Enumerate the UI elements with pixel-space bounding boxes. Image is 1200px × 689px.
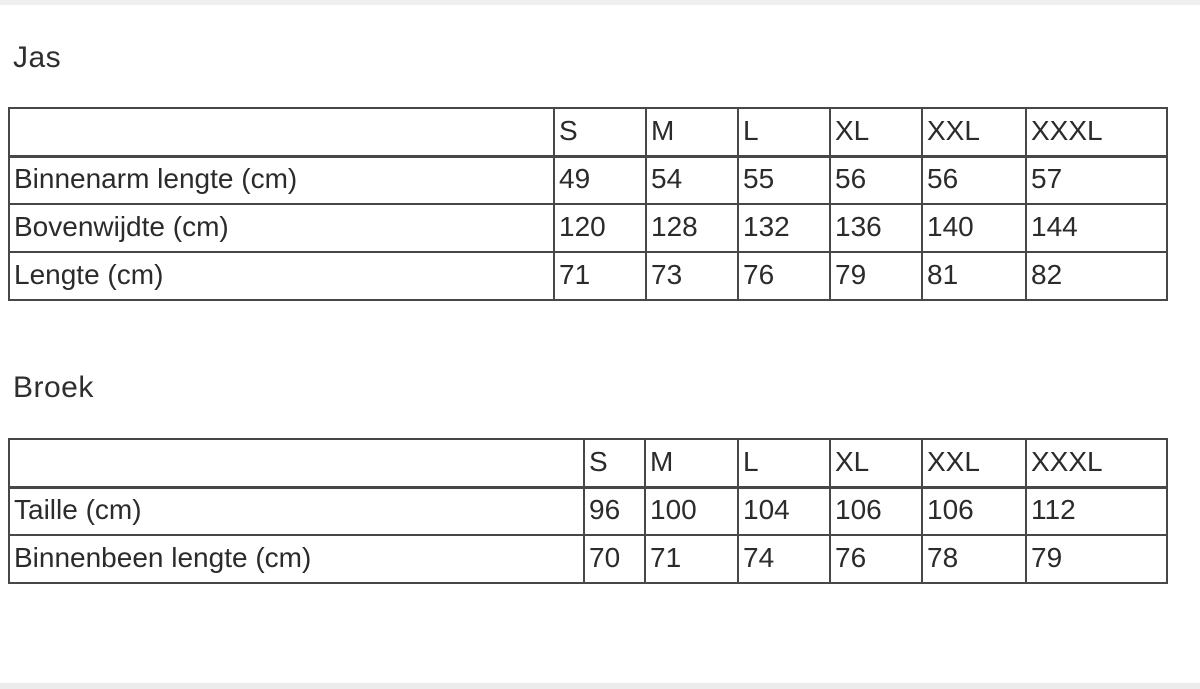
- value-cell: 55: [738, 156, 830, 204]
- size-header-cell: L: [738, 439, 830, 487]
- row-label-cell: Bovenwijdte (cm): [9, 204, 554, 252]
- value-cell: 57: [1026, 156, 1167, 204]
- value-cell: 82: [1026, 252, 1167, 300]
- size-header-cell: S: [584, 439, 645, 487]
- value-cell: 79: [830, 252, 922, 300]
- size-header-cell: M: [646, 108, 738, 156]
- size-header-cell: XXL: [922, 108, 1026, 156]
- broek-section-title: Broek: [13, 371, 94, 404]
- jas-size-table: [8, 107, 1168, 301]
- size-header-cell: XXXL: [1026, 439, 1167, 487]
- table-row: [9, 535, 1167, 583]
- value-cell: 79: [1026, 535, 1167, 583]
- value-cell: 54: [646, 156, 738, 204]
- size-header-cell: S: [554, 108, 646, 156]
- value-cell: 144: [1026, 204, 1167, 252]
- value-cell: 76: [830, 535, 922, 583]
- value-cell: 104: [738, 487, 830, 535]
- value-cell: 120: [554, 204, 646, 252]
- size-header-cell: XXXL: [1026, 108, 1167, 156]
- table-row: [9, 156, 1167, 204]
- value-cell: 56: [830, 156, 922, 204]
- row-label-cell: Lengte (cm): [9, 252, 554, 300]
- value-cell: 106: [922, 487, 1026, 535]
- value-cell: 100: [645, 487, 738, 535]
- value-cell: 49: [554, 156, 646, 204]
- value-cell: 96: [584, 487, 645, 535]
- top-edge-strip: [0, 0, 1200, 5]
- row-label-cell: Taille (cm): [9, 487, 584, 535]
- table-header-row: [9, 108, 1167, 156]
- table-row: [9, 487, 1167, 535]
- bottom-edge-strip: [0, 683, 1200, 689]
- value-cell: 78: [922, 535, 1026, 583]
- value-cell: 73: [646, 252, 738, 300]
- jas-section-title: Jas: [13, 41, 62, 74]
- value-cell: 140: [922, 204, 1026, 252]
- value-cell: 70: [584, 535, 645, 583]
- broek-size-table: [8, 438, 1168, 584]
- table-row: [9, 252, 1167, 300]
- value-cell: 71: [645, 535, 738, 583]
- table-header-row: [9, 439, 1167, 487]
- size-header-cell: XXL: [922, 439, 1026, 487]
- value-cell: 128: [646, 204, 738, 252]
- size-header-cell: XL: [830, 439, 922, 487]
- size-header-cell: XL: [830, 108, 922, 156]
- corner-cell-empty: [9, 439, 584, 487]
- row-label-cell: Binnenarm lengte (cm): [9, 156, 554, 204]
- table-row: [9, 204, 1167, 252]
- value-cell: 106: [830, 487, 922, 535]
- value-cell: 74: [738, 535, 830, 583]
- value-cell: 136: [830, 204, 922, 252]
- value-cell: 81: [922, 252, 1026, 300]
- row-label-cell: Binnenbeen lengte (cm): [9, 535, 584, 583]
- corner-cell-empty: [9, 108, 554, 156]
- value-cell: 76: [738, 252, 830, 300]
- size-header-cell: M: [645, 439, 738, 487]
- value-cell: 56: [922, 156, 1026, 204]
- size-header-cell: L: [738, 108, 830, 156]
- value-cell: 132: [738, 204, 830, 252]
- value-cell: 71: [554, 252, 646, 300]
- value-cell: 112: [1026, 487, 1167, 535]
